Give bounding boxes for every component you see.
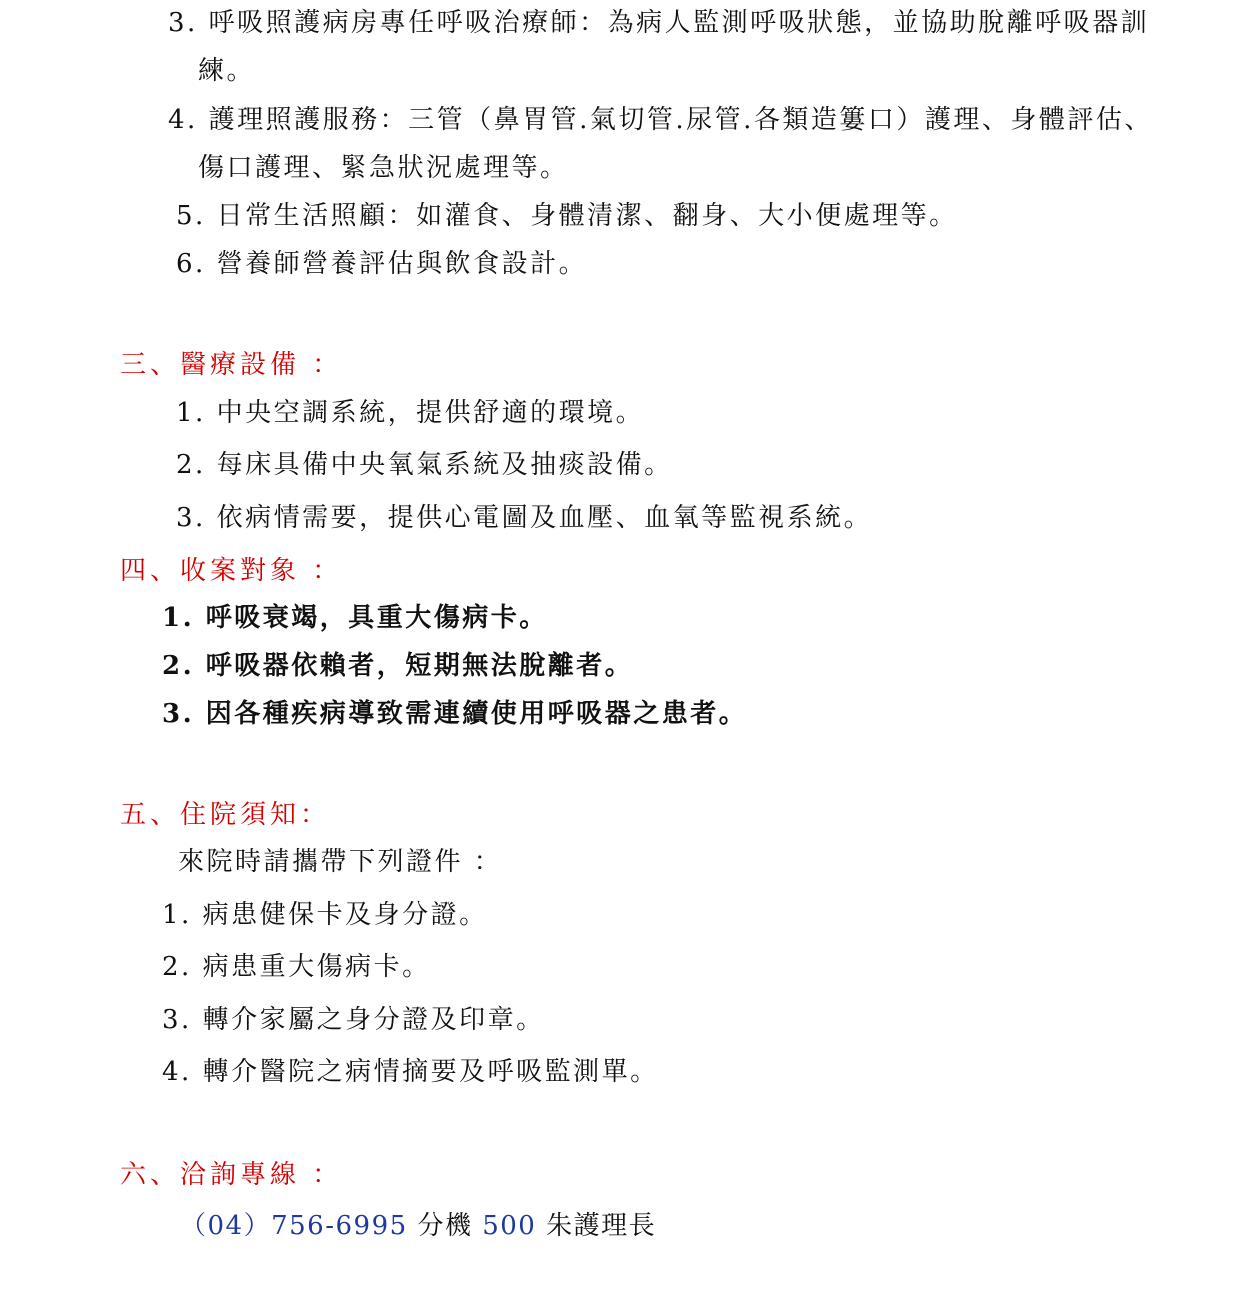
service-item-4-line1: 4. 護理照護服務：三管（鼻胃管.氣切管.尿管.各類造簍口）護理、身體評估、 (168, 105, 1153, 135)
admission-criteria-item-2: 2. 呼吸器依賴者，短期無法脫離者。 (162, 651, 634, 681)
section-3-heading: 三、醫療設備 ： (120, 350, 343, 380)
extension-label: 分機 (407, 1211, 483, 1241)
section-5-heading: 五、住院須知： (120, 800, 331, 830)
service-item-5: 5. 日常生活照顧：如灌食、身體清潔、翻身、大小便處理等。 (176, 201, 958, 231)
service-item-3-line1: 3. 呼吸照護病房專任呼吸治療師：為病人監測呼吸狀態，並協助脫離呼吸器訓 (168, 8, 1150, 38)
phone-number: 756-6995 (271, 1211, 408, 1241)
documents-intro: 來院時請攜帶下列證件 ： (178, 847, 503, 877)
document-item-3: 3. 轉介家屬之身分證及印章。 (162, 1005, 545, 1035)
contact-person: 朱護理長 (536, 1211, 657, 1241)
equipment-item-1: 1. 中央空調系統，提供舒適的環境。 (176, 398, 645, 428)
document-item-1: 1. 病患健保卡及身分證。 (162, 900, 488, 930)
contact-line (180, 1209, 656, 1243)
service-item-6: 6. 營養師營養評估與飲食設計。 (176, 249, 588, 279)
equipment-item-2: 2. 每床具備中央氧氣系統及抽痰設備。 (176, 450, 673, 480)
section-6-heading: 六、洽詢專線 ： (120, 1160, 343, 1190)
equipment-item-3: 3. 依病情需要，提供心電圖及血壓、血氧等監視系統。 (176, 503, 873, 533)
service-item-4-line2: 傷口護理、緊急狀況處理等。 (198, 153, 569, 183)
phone-area-code: （04） (180, 1211, 272, 1241)
admission-criteria-item-1: 1. 呼吸衰竭，具重大傷病卡。 (162, 603, 548, 633)
document-item-4: 4. 轉介醫院之病情摘要及呼吸監測單。 (162, 1057, 659, 1087)
service-item-3-line2: 練。 (198, 56, 256, 86)
admission-criteria-item-3: 3. 因各種疾病導致需連續使用呼吸器之患者。 (162, 699, 748, 729)
document-item-2: 2. 病患重大傷病卡。 (162, 952, 431, 982)
section-4-heading: 四、收案對象 ： (120, 556, 343, 586)
extension-number: 500 (482, 1211, 537, 1241)
